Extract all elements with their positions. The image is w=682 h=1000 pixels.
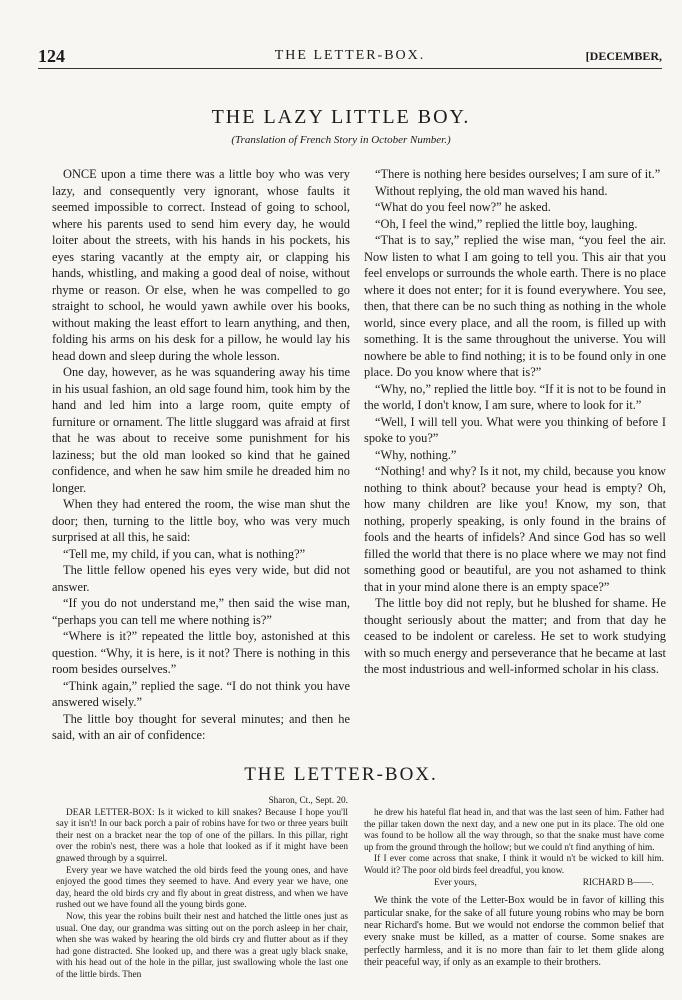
story-subtitle: (Translation of French Story in October Number.) [231, 134, 451, 146]
story-paragraph: The little boy did not reply, but he blushed for shame. He thought seriously about the matter; and from that day he ceased to be indolent or careless. He set to work studying with so much energy and perseverance that he became at last the most industrious and well-informed scholar in his class. [364, 596, 666, 676]
letter-paragraph: Now, this year the robins built their nest and hatched the little ones just as usual. One day, our grandma was sitting out on the porch asleep in her chair, when she was waked by hearing the old birds cry and flutter about as if they had gone distracted. She looked up, and there was a great ugly black snake, with his head out of the hole in the pillar, just swallowing whole the last one of the little birds. Then [56, 911, 348, 980]
story-paragraph: One day, however, as he was squandering away his time in his usual fashion, an old sage found him, took him by the hand and led him into a large room, quite empty of furniture or ornament. The little sluggard was afraid at first that he was about to receive some punishment for his laziness; but the old man looked so kind that he gained confidence, and when he saw him smile he dreaded him no longer. [52, 365, 350, 495]
story-paragraph: Without replying, the old man waved his hand. [375, 183, 608, 198]
story-paragraph: The little fellow opened his eyes very wide, but did not answer. [52, 563, 350, 594]
story-column-right [364, 166, 666, 678]
story-paragraph: “That is to say,” replied the wise man, “you feel the air. Now listen to what I am going to tell you. This air that you feel envelops or surrounds the whole earth. There is no place where it does not enter; for it is found everywhere. You see, then, that there can be no such thing as nothing in the whole world, since every place, and all the room, is filled up with something. It is the same throughout the universe. You will nowhere be able to find nothing; it is to be found only in one place. Do you know where that is?” [364, 233, 666, 379]
letter-dateline: Sharon, Ct., Sept. 20. [268, 796, 348, 806]
letter-paragraph: If I ever come across that snake, I think it would n't be wicked to kill him. Would it? The poor old birds feel dreadful, you know. [364, 854, 664, 876]
story-paragraph: “Why, nothing.” [375, 447, 457, 462]
letter-column-right [364, 808, 664, 970]
letter-paragraph: DEAR LETTER-BOX: Is it wicked to kill snakes? Because I hope you'll say it isn't! In our back porch a pair of robins have for two or three years built their nest on a bracket near the top of one of the pillars. In this pillar, right over the robin's nest, there was a hole that looked as if it might have been gnawed through by a squirrel. [56, 807, 348, 864]
story-paragraph: “If you do not understand me,” then said the wise man, “perhaps you can tell me where nothing is?” [52, 596, 350, 627]
running-head [38, 46, 662, 68]
editor-reply: We think the vote of the Letter-Box would be in favor of killing this particular snake, for the sake of all future young robins who may be born near Richard's home. But we would not endorse the common belief that every snake must be killed, as a matter of course. Some snakes are perfectly harmless, and it is no more than fair to let them glide along their peaceful way, if only as an example to their brothers. [364, 895, 664, 969]
story-paragraph: “Well, I will tell you. What were you thinking of before I spoke to you?” [364, 414, 666, 445]
story-paragraph: When they had entered the room, the wise man shut the door; then, turning to the little boy, who was very much surprised at all this, he said: [52, 497, 350, 544]
letter-paragraph: he drew his hateful flat head in, and that was the last seen of him. Father had the pillar taken down the next day, and a new one put in its place. The old one was found to be hollow all the way through, so that the snake must have come up from the ground through the hollow; but we could n't find anything of him. [364, 808, 664, 853]
story-paragraph: “Why, no,” replied the little boy. “If it is not to be found in the world, I don't know, I am sure, where to look for it.” [364, 381, 666, 412]
letter-paragraph: Every year we have watched the old birds feed the young ones, and have enjoyed the good times they seemed to have. And every year we have, one day, heard the old birds cry and fly about in great distress, and when we have rushed out we have found all the young birds gone. [56, 865, 348, 911]
running-month: [DECEMBER, [585, 49, 662, 63]
story-paragraph: ONCE upon a time there was a little boy who was very lazy, and consequently very ignorant, whose faults it seemed impossible to correct. Instead of going to school, where his parents used to send him every day, he would loiter about the streets, with his hands in his pockets, his eyes staring vacantly at the empty air, or clapping his hands, whistling, and making a good deal of noise, without rhyme or reason. Or else, when he was compelled to go straight to school, he would yawn awhile over his books, without making the least effort to learn anything, and then, folding his arms on his desk for a pillow, he would lay his head down and sleep during the whole lesson. [52, 167, 350, 363]
story-paragraph: “There is nothing here besides ourselves; I am sure of it.” [375, 167, 661, 181]
story-paragraph: “What do you feel now?” he asked. [375, 200, 551, 214]
story-paragraph: “Oh, I feel the wind,” replied the little boy, laughing. [375, 216, 638, 231]
letter-signature: RICHARD B——. [582, 877, 654, 888]
letterbox-title: THE LETTER-BOX. [244, 764, 438, 785]
letter-closing: Ever yours, [434, 877, 477, 888]
story-paragraph: “Think again,” replied the sage. “I do not think you have answered wisely.” [52, 678, 350, 709]
running-title: THE LETTER-BOX. [274, 48, 426, 63]
story-paragraph: The little boy thought for several minutes; and then he said, with an air of confidence: [52, 711, 350, 742]
page-number: 124 [38, 46, 65, 66]
story-paragraph: “Nothing! and why? Is it not, my child, because you know nothing to think about? because your head is empty? Oh, how many children are like you! Know, my son, that nothing, properly speaking, is only found in the brains of fools and the hearts of infidels? And since God has so well filled the world that there is no place where we may not find something good or beautiful, are you not ashamed to think that in your mind alone there is an empty space?” [364, 464, 666, 594]
letter-signoff [364, 878, 664, 890]
letter-column-left [56, 796, 348, 982]
story-title: THE LAZY LITTLE BOY. [211, 106, 471, 128]
story-column-left [52, 166, 350, 744]
story-paragraph: “Tell me, my child, if you can, what is nothing?” [63, 546, 306, 561]
header-rule [38, 68, 662, 69]
story-paragraph: “Where is it?” repeated the little boy, astonished at this question. “Why, it is here, is it not? There is nothing in this room besides ourselves.” [52, 629, 350, 676]
